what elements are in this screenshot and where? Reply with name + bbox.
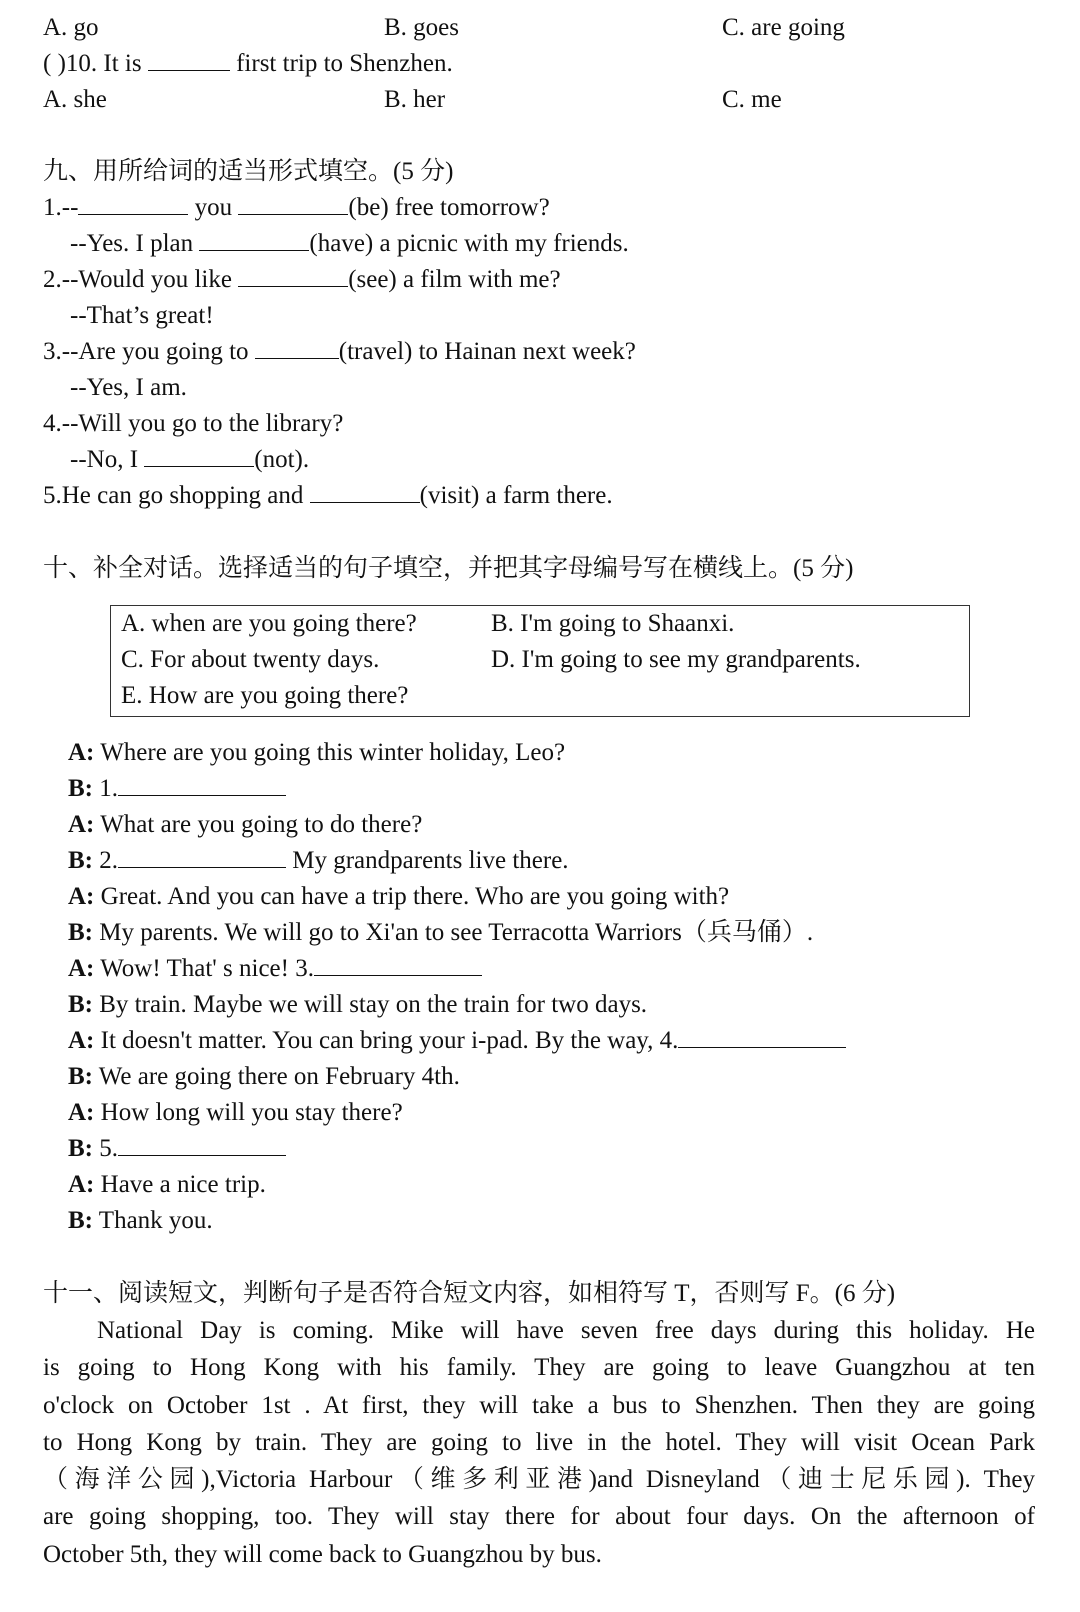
dialog-text: What are you going to do there? [94,811,423,838]
dialog-line [68,987,647,1023]
dialog-line [68,951,482,987]
s9-text: 1.-- [43,194,79,221]
speaker-label: B: [68,919,93,946]
answer-blank[interactable] [238,262,348,287]
s9-text: (visit) a farm there. [419,482,613,509]
option-e: E. How are you going there? [121,682,409,709]
passage-line: is going to Hong Kong with his family. They are going to leave Guangzhou at ten [43,1354,1035,1382]
question-10 [43,46,453,82]
speaker-label: A: [68,883,95,910]
dialog-line [68,1095,403,1131]
speaker-label: A: [68,1171,95,1198]
s9-text: 2.--Would you like [43,266,239,293]
passage-line: （海洋公园),Victoria Harbour（维多利亚港)and Disneyland（迪士尼乐园). They [43,1466,1035,1494]
option-b: B. I'm going to Shaanxi. [491,610,735,637]
dialog-line [68,1023,846,1059]
s9-text: --Yes, I am. [70,374,187,401]
s9-text: 4.--Will you go to the library? [43,410,344,437]
s9-item-2a [43,262,561,298]
q9-option-a: A. go [43,14,99,41]
s9-item-1a [43,190,550,226]
dialog-line [68,1203,213,1239]
dialog-text: 1. [93,775,118,802]
option-c: C. For about twenty days. [121,646,380,673]
s9-text: (be) free tomorrow? [348,194,550,221]
s9-item-5 [43,478,613,514]
speaker-label: B: [68,1207,93,1234]
s9-text: 3.--Are you going to [43,338,255,365]
s9-text: (not). [254,446,310,473]
answer-blank[interactable] [144,442,254,467]
passage-line: National Day is coming. Mike will have seven free days during this holiday. He [97,1317,1035,1344]
option-d: D. I'm going to see my grandparents. [491,646,861,673]
s9-item-4b [70,442,309,478]
answer-blank[interactable] [255,334,339,359]
option-a: A. when are you going there? [121,610,417,637]
q9-option-c: C. are going [722,14,845,41]
speaker-label: A: [68,739,95,766]
answer-blank[interactable] [118,771,286,796]
q10-stem-rest: first trip to Shenzhen. [229,50,453,77]
answer-blank[interactable] [238,190,348,215]
speaker-label: B: [68,847,93,874]
dialog-line [68,771,286,807]
dialog-line [68,1167,266,1203]
s9-item-3a [43,334,636,370]
answer-blank[interactable] [118,843,286,868]
answer-blank[interactable] [199,226,309,251]
dialog-text: 5. [93,1135,118,1162]
speaker-label: A: [68,1027,95,1054]
answer-blank[interactable] [678,1023,846,1048]
dialog-text: My parents. We will go to Xi'an to see Terracotta Warriors（兵马俑）. [93,919,814,946]
dialog-line [68,879,729,915]
s9-text: (see) a film with me? [348,266,561,293]
s9-item-3b [70,370,187,406]
dialog-text: 2. [93,847,118,874]
s9-text: --That’s great! [70,302,214,329]
s9-text: (travel) to Hainan next week? [338,338,636,365]
speaker-label: A: [68,955,95,982]
s9-text: (have) a picnic with my friends. [309,230,629,257]
s9-text: --Yes. I plan [70,230,200,257]
answer-blank[interactable] [118,1131,286,1156]
dialog-line [68,915,813,951]
answer-blank[interactable] [314,951,482,976]
passage-line: are going shopping, too. They will stay there for about four days. On the afternoon of [43,1503,1035,1531]
options-box [110,605,970,717]
speaker-label: B: [68,991,93,1018]
passage-line: o'clock on October 1st . At first, they will take a bus to Shenzhen. Then they are going [43,1391,1035,1419]
dialog-text: It doesn't matter. You can bring your i-pad. By the way, 4. [94,1027,679,1054]
dialog-text: Have a nice trip. [94,1171,266,1198]
dialog-line [68,1059,460,1095]
s9-item-4a [43,406,343,442]
answer-blank[interactable] [148,46,230,71]
speaker-label: A: [68,811,95,838]
dialog-text: Thank you. [93,1207,213,1234]
answer-blank[interactable] [78,190,188,215]
s9-item-1b [70,226,629,262]
reading-passage [43,1312,1035,1573]
passage-line: October 5th, they will come back to Guangzhou by bus. [43,1540,602,1568]
q9-option-b: B. goes [384,14,459,41]
dialog-text: By train. Maybe we will stay on the train for two days. [93,991,648,1018]
dialog-line [68,735,565,771]
answer-blank[interactable] [310,478,420,503]
s9-text: you [188,194,239,221]
dialog-text: Wow! That' s nice! 3. [94,955,314,982]
speaker-label: A: [68,1099,95,1126]
dialog-line [68,843,569,879]
speaker-label: B: [68,1135,93,1162]
passage-line: to Hong Kong by train. They are going to live in the hotel. They will visit Ocean Park [43,1428,1035,1456]
dialog-line [68,807,422,843]
q10-option-c: C. me [722,86,782,113]
section-10-title: 十、补全对话。选择适当的句子填空，并把其字母编号写在横线上。(5 分) [43,555,854,582]
s9-text: --No, I [70,446,145,473]
q10-stem: ( )10. It is [43,50,148,77]
section-11-title: 十一、阅读短文，判断句子是否符合短文内容，如相符写 T，否则写 F。(6 分) [43,1280,896,1307]
speaker-label: B: [68,775,93,802]
dialog-text: Where are you going this winter holiday, Leo? [94,739,566,766]
dialog-line [68,1131,286,1167]
dialog-text: My grandparents live there. [286,847,569,874]
s9-text: 5.He can go shopping and [43,482,310,509]
q10-option-b: B. her [384,86,446,113]
speaker-label: B: [68,1063,93,1090]
dialog-text: We are going there on February 4th. [93,1063,460,1090]
q10-option-a: A. she [43,86,107,113]
s9-item-2b [70,298,214,334]
dialog-text: How long will you stay there? [94,1099,403,1126]
dialog-text: Great. And you can have a trip there. Who are you going with? [94,883,730,910]
section-9-title: 九、用所给词的适当形式填空。(5 分) [43,158,454,185]
